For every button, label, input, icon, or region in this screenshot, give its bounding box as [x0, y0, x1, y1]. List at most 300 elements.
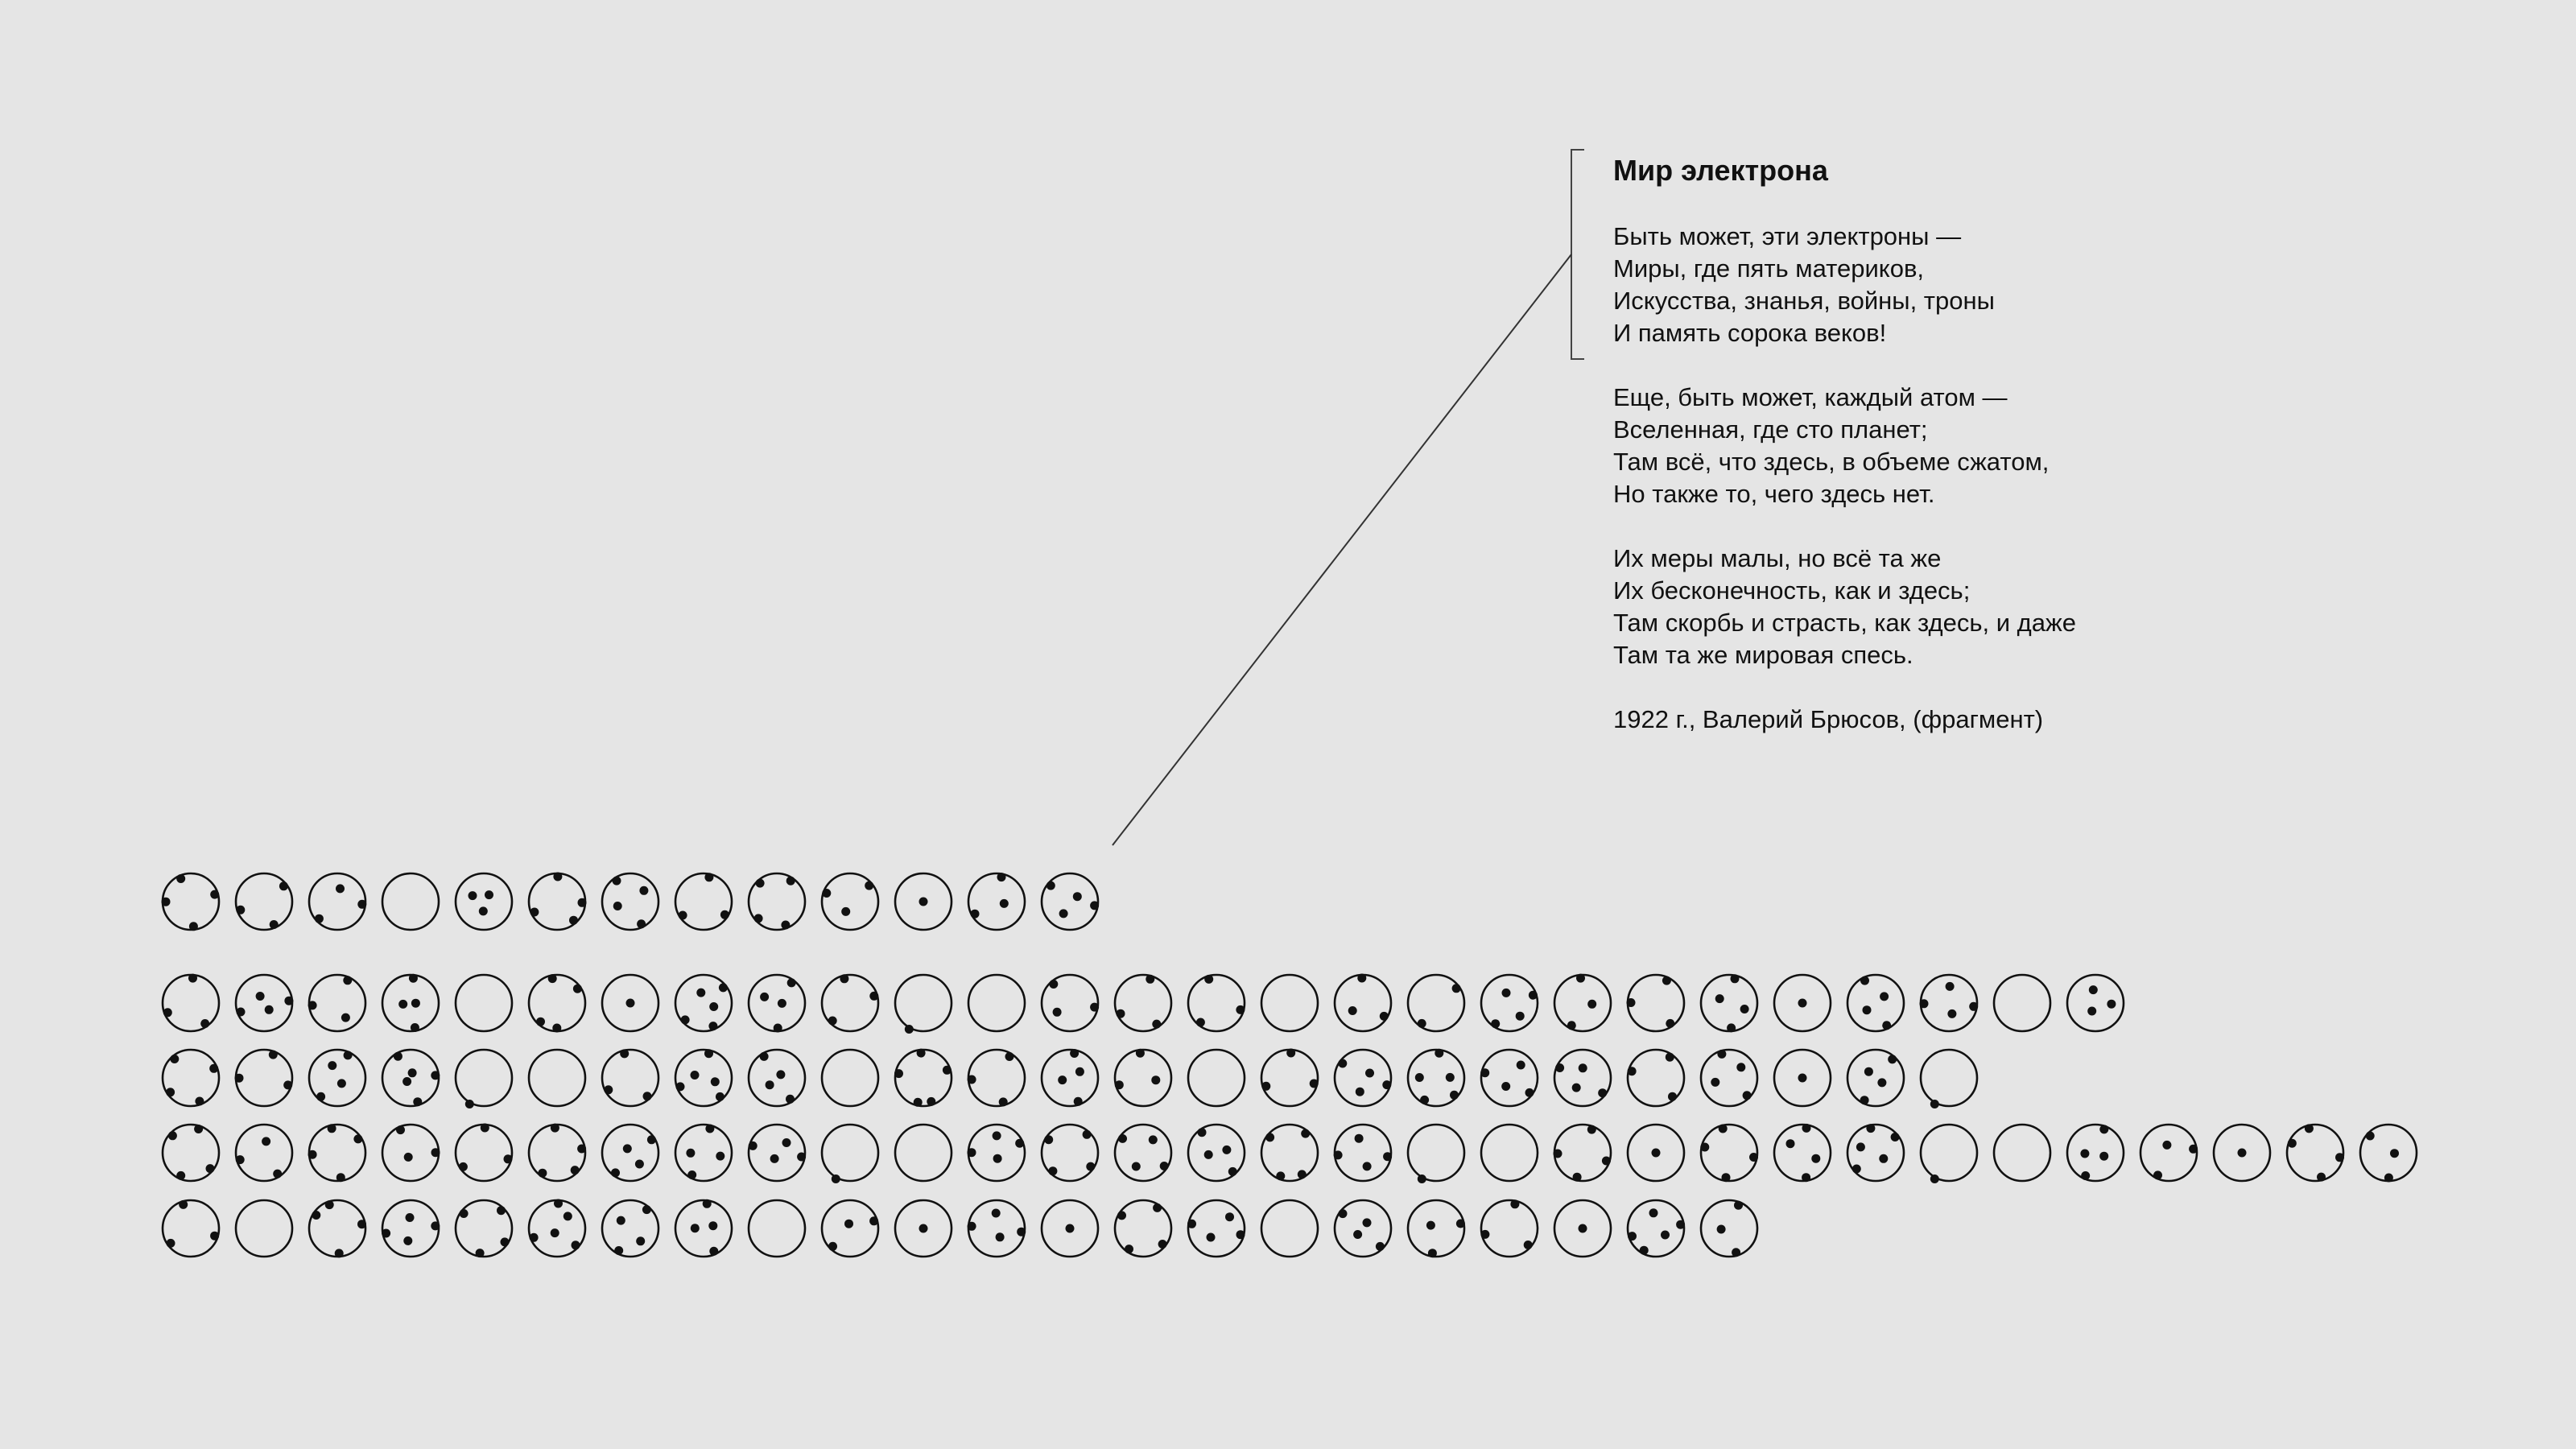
atom — [1042, 975, 1099, 1031]
electron-dot — [1627, 998, 1636, 1007]
atom-shell — [1335, 1050, 1391, 1106]
atom-shell — [309, 1200, 365, 1257]
atom-shell — [382, 1200, 439, 1257]
electron-dot — [971, 910, 980, 919]
electron-dot — [1365, 1069, 1374, 1078]
electron-dot — [2081, 1171, 2090, 1180]
electron-dot — [1276, 1171, 1285, 1180]
electron-dot — [1310, 1080, 1319, 1088]
electron-dot — [1864, 1067, 1873, 1076]
poem-stanza — [1613, 543, 2338, 671]
electron-dot — [696, 989, 705, 997]
poem-line: Их меры малы, но всё та же — [1613, 544, 1942, 572]
electron-dot — [341, 1013, 350, 1022]
atom — [382, 1050, 440, 1106]
atom — [1920, 975, 1979, 1031]
electron-dot — [166, 1088, 175, 1096]
electron-dot — [1204, 975, 1213, 984]
atom-shell — [675, 1125, 732, 1181]
electron-dot — [822, 889, 831, 898]
electron-dot — [2366, 1132, 2375, 1141]
electron-dot — [1743, 1091, 1752, 1100]
electron-dot — [708, 1221, 717, 1230]
electron-dot — [611, 1168, 620, 1177]
electron-dot — [536, 1018, 545, 1026]
electron-dot — [894, 1069, 903, 1078]
electron-dot — [2390, 1149, 2399, 1158]
electron-dot — [501, 1237, 510, 1246]
electron-dot — [691, 1224, 700, 1232]
atom — [1847, 975, 1904, 1031]
electron-dot — [530, 1233, 539, 1242]
electron-dot — [195, 1097, 204, 1106]
electron-dot — [1086, 1162, 1095, 1171]
atom — [309, 1050, 365, 1106]
electron-dot — [269, 1051, 278, 1059]
atom — [2067, 975, 2124, 1031]
electron-dot — [1073, 892, 1082, 901]
electron-dot — [431, 1148, 440, 1157]
atom — [309, 873, 366, 930]
atom-shell — [382, 873, 439, 930]
electron-dot — [1863, 1005, 1872, 1014]
atom — [749, 1125, 806, 1181]
electron-dot — [1158, 1240, 1167, 1249]
electron-dot — [308, 1001, 317, 1009]
electron-dot — [1722, 1173, 1731, 1182]
atom-shell — [749, 975, 805, 1031]
atom — [895, 975, 952, 1034]
atom-shell — [749, 1050, 805, 1106]
electron-dot — [538, 1169, 547, 1178]
electron-dot — [1579, 1224, 1587, 1233]
electron-dot — [1376, 1242, 1385, 1251]
atom — [1188, 1125, 1245, 1181]
electron-dot — [1380, 1012, 1389, 1021]
atom-shell — [456, 1050, 512, 1106]
electron-dot — [626, 999, 635, 1008]
atom-shell — [1628, 975, 1684, 1031]
electron-dot — [1334, 1150, 1343, 1159]
electron-dot — [828, 1242, 837, 1251]
electron-dot — [1450, 1091, 1459, 1100]
electron-dot — [2335, 1153, 2344, 1162]
electron-dot — [1930, 1174, 1939, 1183]
electron-dot — [465, 1100, 474, 1108]
poem-line: Вселенная, где сто планет; — [1613, 415, 1928, 444]
atom-shell — [968, 1200, 1025, 1257]
electron-dot — [554, 1199, 563, 1208]
electron-dot — [572, 1241, 580, 1249]
electron-dot — [1517, 1061, 1525, 1070]
electron-dot — [1572, 1084, 1581, 1092]
atom-shell — [529, 1050, 585, 1106]
electron-dot — [1339, 1209, 1348, 1218]
atom — [236, 975, 293, 1031]
electron-dot — [235, 1074, 244, 1083]
electron-dot — [1017, 1228, 1026, 1236]
atom-shell — [456, 975, 512, 1031]
electron-dot — [968, 1148, 976, 1157]
atom — [968, 1125, 1026, 1181]
electron-dot — [1059, 909, 1068, 918]
electron-dot — [411, 999, 420, 1008]
electron-dot — [1286, 1049, 1295, 1058]
electron-dot — [704, 1049, 713, 1058]
atom — [1335, 1050, 1391, 1106]
atom-shell — [1481, 1050, 1538, 1106]
electron-dot — [642, 1205, 651, 1214]
electron-dot — [1415, 1073, 1424, 1082]
atom — [894, 1049, 952, 1107]
atom-shell — [236, 1200, 292, 1257]
electron-dot — [1882, 1021, 1891, 1030]
atom — [1481, 975, 1538, 1031]
electron-dot — [1740, 1005, 1749, 1013]
atom — [382, 1200, 440, 1257]
electron-dot — [869, 1216, 878, 1225]
electron-dot — [1428, 1249, 1437, 1257]
electron-dot — [1719, 1125, 1728, 1133]
atom-shell — [1554, 1050, 1611, 1106]
electron-dot — [1717, 1225, 1726, 1234]
electron-dot — [357, 900, 366, 909]
atom-shell — [382, 975, 439, 1031]
atom — [1847, 1050, 1904, 1106]
electron-dot — [210, 890, 219, 899]
atom — [2214, 1125, 2270, 1181]
electron-dot — [1525, 1088, 1534, 1097]
atom-shell — [1042, 1050, 1098, 1106]
electron-dot — [162, 898, 171, 906]
electron-dot — [476, 1249, 485, 1257]
atom — [1554, 974, 1611, 1031]
electron-dot — [1125, 1245, 1133, 1253]
electron-dot — [1811, 1154, 1820, 1163]
electron-dot — [2189, 1145, 2198, 1154]
electron-dot — [1666, 1053, 1674, 1062]
electron-dot — [1383, 1152, 1392, 1161]
electron-dot — [1946, 982, 1955, 991]
electron-dot — [2087, 1007, 2096, 1016]
electron-dot — [999, 1097, 1008, 1106]
atom — [1701, 1200, 1757, 1257]
electron-dot — [315, 914, 324, 923]
electron-dot — [176, 874, 185, 883]
electron-dot — [353, 1134, 362, 1143]
electron-dot — [308, 1150, 317, 1159]
electron-dot — [1480, 1068, 1489, 1077]
atom-shell — [1261, 975, 1318, 1031]
atom — [1921, 1125, 1977, 1183]
poem-line: И память сорока веков! — [1613, 319, 1887, 347]
electron-dot — [774, 1024, 782, 1033]
electron-dot — [2080, 1150, 2089, 1158]
atom-shell — [1774, 1125, 1831, 1181]
atom — [822, 1050, 878, 1106]
atom — [1700, 1125, 1758, 1183]
electron-dot — [2238, 1149, 2247, 1158]
electron-dot — [781, 921, 790, 930]
atom — [2287, 1124, 2344, 1181]
atom-shell — [1335, 1125, 1391, 1181]
electron-dot — [1198, 1128, 1207, 1137]
atom — [163, 1200, 219, 1257]
atom-shell — [602, 1125, 658, 1181]
electron-dot — [623, 1144, 632, 1153]
electron-dot — [1074, 1097, 1083, 1106]
electron-dot — [336, 884, 345, 893]
electron-dot — [635, 1160, 644, 1169]
electron-dot — [797, 1153, 806, 1162]
electron-dot — [1446, 1073, 1455, 1082]
atom — [1335, 1200, 1391, 1257]
electron-dot — [1357, 974, 1366, 983]
electron-dot — [406, 1213, 415, 1222]
electron-dot — [1160, 1162, 1169, 1170]
electron-dot — [1662, 976, 1671, 985]
atom — [163, 974, 219, 1031]
poem-line: Их бесконечность, как и здесь; — [1613, 576, 1971, 605]
electron-dot — [1598, 1088, 1607, 1097]
electron-dot — [1355, 1134, 1364, 1143]
atom-shell — [895, 1125, 952, 1181]
electron-dot — [968, 1222, 976, 1231]
atom — [529, 974, 585, 1032]
atom — [675, 1125, 732, 1182]
electron-dot — [1717, 1050, 1726, 1059]
electron-dot — [2089, 985, 2098, 994]
atom — [1188, 975, 1245, 1031]
atom — [529, 1199, 585, 1257]
atom-shell — [2287, 1125, 2343, 1181]
electron-dot — [1048, 1166, 1057, 1175]
atom-shell — [968, 1050, 1025, 1106]
poem-line: Там всё, что здесь, в объеме сжатом, — [1613, 448, 2050, 476]
electron-dot — [485, 890, 493, 899]
atom-shell — [1994, 1125, 2050, 1181]
electron-dot — [1426, 1221, 1435, 1230]
electron-dot — [1587, 1125, 1596, 1134]
atom — [1408, 1200, 1465, 1257]
electron-dot — [1118, 1134, 1127, 1143]
electron-dot — [431, 1221, 440, 1230]
electron-dot — [828, 1017, 837, 1026]
electron-dot — [1554, 1150, 1563, 1158]
electron-dot — [1891, 1133, 1900, 1141]
electron-dot — [1236, 1230, 1245, 1239]
electron-dot — [1798, 999, 1807, 1008]
electron-dot — [1888, 1055, 1897, 1063]
electron-dot — [1640, 1246, 1649, 1255]
electron-dot — [1382, 1080, 1391, 1089]
atom — [1115, 1125, 1171, 1181]
electron-dot — [1418, 1019, 1426, 1028]
electron-dot — [1529, 991, 1538, 1000]
electron-dot — [1151, 1075, 1160, 1084]
electron-dot — [760, 1052, 769, 1061]
electron-dot — [394, 1052, 402, 1061]
electron-dot — [686, 1149, 695, 1158]
electron-dot — [209, 1064, 218, 1073]
electron-dot — [604, 1085, 613, 1094]
electron-dot — [168, 1131, 177, 1140]
atom — [1480, 1050, 1538, 1106]
electron-dot — [548, 974, 557, 983]
electron-dot — [1204, 1150, 1213, 1159]
electron-dot — [551, 1124, 559, 1133]
atom — [236, 1200, 292, 1257]
electron-dot — [639, 886, 648, 895]
electron-dot — [2305, 1124, 2314, 1133]
electron-dot — [357, 1220, 366, 1228]
atom — [1994, 975, 2050, 1031]
atom-shell — [602, 873, 658, 930]
electron-dot — [1132, 1162, 1141, 1171]
electron-dot — [409, 974, 418, 983]
electron-dot — [709, 1002, 718, 1011]
atom — [895, 1200, 952, 1257]
electron-dot — [1731, 974, 1740, 983]
atom — [822, 1200, 878, 1257]
electron-dot — [481, 1124, 489, 1133]
electron-dot — [620, 1049, 629, 1058]
atom-shell — [822, 1050, 878, 1106]
atom-shell — [382, 1125, 439, 1181]
electron-dot — [786, 877, 795, 886]
poem-attribution: 1922 г., Валерий Брюсов, (фрагмент) — [1613, 705, 2044, 733]
electron-dot — [865, 881, 873, 890]
atom — [163, 1050, 219, 1106]
atom-shell — [968, 873, 1025, 930]
electron-dot — [766, 1080, 774, 1089]
atom — [1701, 1050, 1757, 1106]
atom — [749, 1050, 805, 1106]
electron-dot — [1363, 1218, 1372, 1227]
electron-dot — [786, 1095, 795, 1104]
electron-dot — [754, 914, 763, 923]
electron-dot — [705, 1125, 714, 1133]
electron-dot — [1802, 1173, 1810, 1182]
atom — [308, 1124, 365, 1182]
electron-dot — [1418, 1174, 1426, 1183]
electron-dot — [711, 1077, 720, 1086]
electron-dot — [396, 1125, 405, 1134]
electron-dot — [1261, 1082, 1270, 1091]
atom — [1847, 1124, 1904, 1181]
electron-dot — [1058, 1075, 1067, 1084]
electron-dot — [1628, 1232, 1637, 1241]
electron-dot — [840, 974, 848, 983]
atom — [1994, 1125, 2050, 1181]
electron-dot — [1573, 1173, 1582, 1182]
atom-shell — [1115, 1125, 1171, 1181]
electron-dot — [411, 1023, 419, 1032]
electron-dot — [569, 916, 578, 925]
electron-dot — [1579, 1063, 1587, 1072]
electron-dot — [343, 976, 352, 985]
electron-dot — [1090, 1003, 1099, 1012]
poem-bracket — [1571, 150, 1584, 359]
atom — [1701, 974, 1757, 1032]
atom — [968, 1200, 1026, 1257]
electron-dot — [643, 1092, 652, 1100]
atom — [749, 975, 805, 1033]
electron-dot — [176, 1171, 185, 1180]
electron-dot — [1046, 881, 1055, 890]
electron-dot — [1363, 1162, 1372, 1170]
atom — [1481, 1125, 1538, 1181]
electron-dot — [1146, 975, 1154, 984]
electron-dot — [709, 1247, 718, 1256]
atom — [2140, 1125, 2198, 1181]
electron-dot — [1576, 974, 1585, 983]
poem-stanza — [1613, 382, 2338, 510]
atom-shell — [895, 975, 952, 1031]
atom — [602, 1049, 658, 1106]
atom — [895, 1125, 952, 1181]
electron-dot — [273, 1170, 282, 1179]
electron-dot — [328, 1061, 336, 1070]
electron-dot — [1000, 899, 1009, 908]
atom — [236, 1125, 292, 1181]
electron-dot — [1207, 1233, 1216, 1242]
electron-dot — [1661, 1231, 1670, 1240]
electron-dot — [914, 1098, 923, 1107]
electron-dot — [413, 1097, 422, 1106]
electron-dot — [1187, 1220, 1196, 1228]
atom-shell — [163, 1200, 219, 1257]
electron-dot — [1676, 1220, 1685, 1229]
atom — [1628, 1050, 1684, 1106]
electron-dot — [1452, 984, 1461, 993]
atom — [1480, 1199, 1538, 1257]
electron-dot — [398, 1000, 407, 1009]
electron-dot — [1115, 1080, 1124, 1089]
electron-dot — [256, 992, 265, 1001]
electron-dot — [1153, 1203, 1162, 1212]
electron-dot — [284, 997, 293, 1005]
electron-dot — [927, 1097, 935, 1106]
electron-dot — [770, 1154, 779, 1163]
electron-dot — [1920, 999, 1929, 1008]
electron-dot — [189, 922, 198, 931]
atom-grid — [162, 873, 2417, 1258]
electron-dot — [1236, 1005, 1245, 1014]
atom — [602, 1200, 658, 1257]
electron-dot — [408, 1068, 417, 1077]
electron-dot — [262, 1137, 270, 1146]
atom — [1261, 1125, 1318, 1181]
electron-dot — [328, 1124, 336, 1133]
electron-dot — [1117, 1009, 1125, 1018]
atom — [382, 1125, 440, 1181]
atom-shell — [1261, 1200, 1318, 1257]
electron-dot — [943, 1066, 952, 1075]
electron-dot — [382, 1229, 390, 1238]
electron-dot — [1666, 1019, 1674, 1028]
electron-dot — [237, 1008, 246, 1017]
atom — [163, 1125, 219, 1181]
electron-dot — [905, 1025, 914, 1034]
electron-dot — [1152, 1020, 1161, 1029]
atom — [749, 1200, 805, 1257]
electron-dot — [613, 902, 622, 910]
atom-shell — [1554, 1125, 1611, 1181]
electron-dot — [553, 873, 562, 881]
atom — [382, 873, 439, 930]
electron-dot — [1301, 1129, 1310, 1138]
